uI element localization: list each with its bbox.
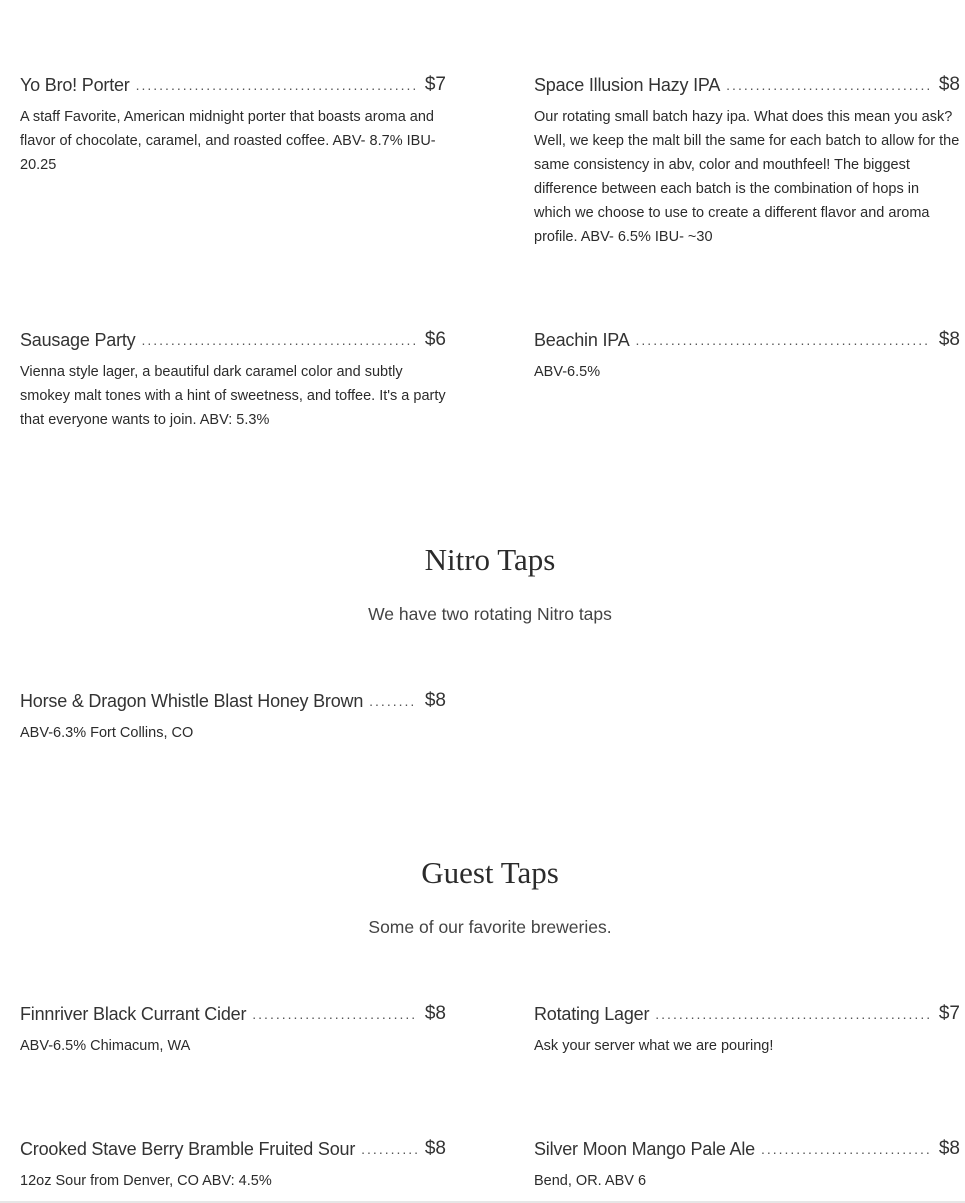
menu-item-header [20, 325, 446, 351]
menu-item-space-illusion-hazy-ipa [534, 70, 960, 249]
menu-item-header [534, 70, 960, 96]
menu-item-name: Space Illusion Hazy IPA [534, 75, 721, 95]
section-subtitle-guest-taps: Some of our favorite breweries. [368, 917, 612, 937]
menu-item-header [20, 999, 446, 1025]
dot-leader [136, 76, 417, 94]
menu-item-yo-bro-porter [20, 70, 446, 177]
menu-item-price: $7 [424, 74, 446, 95]
menu-item-price: $8 [424, 1138, 446, 1159]
menu-item-name: Crooked Stave Berry Bramble Fruited Sour [20, 1139, 356, 1159]
menu-item-description: ABV-6.5% [534, 364, 601, 380]
menu-item-header [534, 1134, 960, 1160]
menu-item-header [534, 999, 960, 1025]
menu-item-description: Bend, OR. ABV 6 [534, 1173, 647, 1189]
menu-item-beachin-ipa [534, 325, 960, 384]
menu-item-silver-moon-mango-pale-ale [534, 1134, 960, 1193]
menu-item-header [20, 1134, 446, 1160]
dot-leader [726, 76, 931, 94]
menu-item-price: $6 [424, 329, 446, 350]
menu-item-finnriver-black-currant-cider [20, 999, 446, 1058]
menu-item-name: Horse & Dragon Whistle Blast Honey Brown [20, 691, 364, 711]
menu-item-name: Finnriver Black Currant Cider [20, 1004, 247, 1024]
menu-item-name: Rotating Lager [534, 1004, 650, 1024]
menu-item-price: $8 [424, 1003, 446, 1024]
menu-item-horse-dragon-whistle-blast [20, 686, 446, 745]
menu-item-description: Our rotating small batch hazy ipa. What does this mean you ask? Well, we keep the malt bill the same for each batch to allow for the same consistency in abv, color and mouthfeel! The biggest difference between each batch is the combination of hops in which we choose to use to create a different flavor and aroma profile. ABV- 6.5% IBU- ~30 [534, 109, 960, 245]
menu-item-description: Vienna style lager, a beautiful dark caramel color and subtly smokey malt tones with a hint of sweetness, and toffee. It's a party that everyone wants to join. ABV: 5.3% [20, 364, 446, 428]
dot-leader [252, 1005, 417, 1023]
section-title-nitro-taps: Nitro Taps [424, 542, 556, 577]
menu-item-price: $8 [938, 1138, 960, 1159]
section-subtitle-nitro-taps: We have two rotating Nitro taps [368, 604, 612, 624]
menu-item-price: $7 [938, 1003, 960, 1024]
menu-item-description: ABV-6.5% Chimacum, WA [20, 1038, 191, 1054]
menu-item-name: Silver Moon Mango Pale Ale [534, 1139, 755, 1159]
dot-leader [361, 1140, 417, 1158]
menu-item-price: $8 [938, 329, 960, 350]
menu-item-header [20, 70, 446, 96]
menu-item-sausage-party [20, 325, 446, 432]
dot-leader [655, 1005, 931, 1023]
menu-item-description: 12oz Sour from Denver, CO ABV: 4.5% [20, 1173, 272, 1189]
menu-item-description: Ask your server what we are pouring! [534, 1038, 774, 1054]
menu-item-description: A staff Favorite, American midnight porter that boasts aroma and flavor of chocolate, caramel, and roasted coffee. ABV- 8.7% IBU- 20.25 [20, 109, 436, 173]
dot-leader [369, 692, 417, 710]
menu-item-header [20, 686, 446, 712]
menu-item-price: $8 [424, 690, 446, 711]
dot-leader [636, 331, 931, 349]
menu-item-name: Sausage Party [20, 330, 136, 350]
menu-item-crooked-stave-berry-bramble [20, 1134, 446, 1193]
menu-item-price: $8 [938, 74, 960, 95]
dot-leader [761, 1140, 931, 1158]
menu-item-rotating-lager [534, 999, 960, 1058]
menu-item-name: Yo Bro! Porter [20, 75, 130, 95]
menu-item-name: Beachin IPA [534, 330, 630, 350]
section-title-guest-taps: Guest Taps [421, 855, 559, 890]
menu-item-header [534, 325, 960, 351]
menu-item-description: ABV-6.3% Fort Collins, CO [20, 725, 194, 741]
dot-leader [141, 331, 416, 349]
